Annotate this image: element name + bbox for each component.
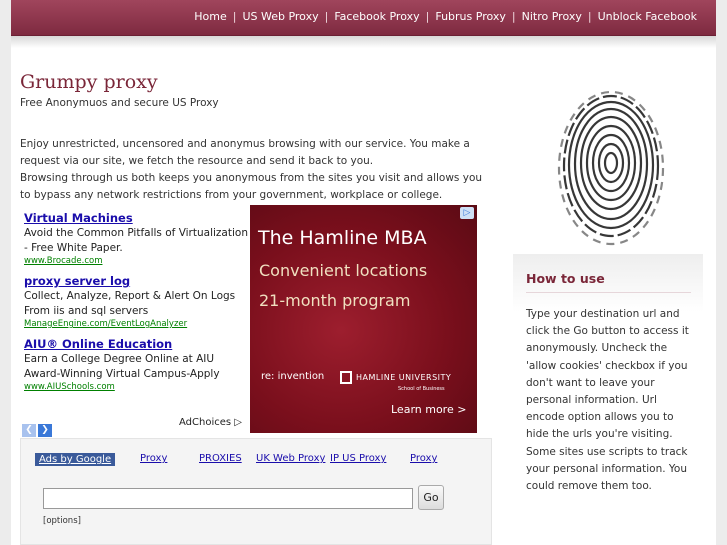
go-button[interactable]: Go	[418, 485, 444, 510]
how-to-use-panel	[513, 254, 703, 545]
ad-link-ip-us-proxy[interactable]: IP US Proxy	[330, 453, 387, 464]
how-to-use-heading: How to use	[526, 271, 605, 286]
ad-link-proxy-2[interactable]: Proxy	[410, 453, 438, 464]
ad-url-link[interactable]: ManageEngine.com/EventLogAnalyzer	[24, 319, 188, 329]
ad-pager	[22, 417, 54, 437]
chevron-right-icon[interactable]: ❯	[38, 424, 52, 437]
hamline-logo-icon	[340, 371, 352, 384]
nav-link-fubrus-proxy[interactable]: Fubrus Proxy	[435, 10, 506, 23]
ad-link-proxy[interactable]: Proxy	[140, 453, 168, 464]
top-bar	[11, 0, 716, 36]
header-shadow	[11, 36, 716, 48]
chevron-left-icon[interactable]: ❮	[22, 424, 36, 437]
text-ad	[24, 273, 248, 330]
nav-link-nitro-proxy[interactable]: Nitro Proxy	[521, 10, 582, 23]
adchoices-label: AdChoices	[179, 417, 232, 428]
banner-tagline: re: invention	[261, 371, 325, 382]
adchoices-icon[interactable]: ▷	[460, 207, 474, 219]
nav-separator: |	[511, 10, 516, 23]
banner-headline: The Hamline MBA	[258, 227, 427, 249]
banner-line-3: 21-month program	[259, 291, 411, 310]
ad-body: Avoid the Common Pitfalls of Virtualization - Free White Paper.	[24, 227, 248, 254]
text-ad	[24, 336, 248, 393]
ad-url-link[interactable]: www.Brocade.com	[24, 256, 103, 266]
intro-text	[20, 136, 490, 204]
ad-title-link[interactable]: proxy server log	[24, 274, 131, 288]
ad-link-uk-web-proxy[interactable]: UK Web Proxy	[256, 453, 326, 464]
play-triangle-icon: ▷	[234, 417, 242, 428]
banner-school: School of Business	[398, 386, 445, 392]
nav-separator: |	[425, 10, 430, 23]
nav-separator: |	[324, 10, 329, 23]
ad-title-link[interactable]: AIU® Online Education	[24, 337, 173, 351]
ad-title-link[interactable]: Virtual Machines	[24, 211, 133, 225]
ads-by-google-link[interactable]: Ads by Google	[35, 453, 115, 466]
nav-link-home[interactable]: Home	[194, 10, 227, 23]
ad-link-proxies[interactable]: PROXIES	[199, 453, 242, 464]
proxy-search-box	[20, 438, 492, 545]
text-ad	[24, 210, 248, 267]
nav-link-us-web-proxy[interactable]: US Web Proxy	[242, 10, 319, 23]
nav-link-facebook-proxy[interactable]: Facebook Proxy	[334, 10, 420, 23]
nav-separator: |	[232, 10, 237, 23]
options-link[interactable]: [options]	[43, 516, 81, 526]
banner-university: HAMLINE UNIVERSITY	[356, 373, 452, 382]
intro-paragraph-2: Browsing through us both keeps you anonymous from the sites you visit and allows you to bypass any network restrictions from your government, workplace or college.	[20, 172, 483, 201]
intro-paragraph-1: Enjoy unrestricted, uncensored and anonymus browsing with our service. You make a request via our site, we fetch the resource and send it back to you.	[20, 138, 470, 167]
adchoices-link[interactable]	[179, 417, 242, 428]
nav-link-unblock-facebook[interactable]: Unblock Facebook	[597, 10, 697, 23]
site-subtitle: Free Anonymuos and secure US Proxy	[20, 97, 219, 109]
nav-separator: |	[587, 10, 592, 23]
how-to-use-text: Type your destination url and click the Go button to access it anonymously. Uncheck the 'allow cookies' checkbox if you don't want to leave your personal information. Url encode option allows you to hide the urls you're visiting. Some sites use scripts to track your personal information. You could remove them too.	[526, 308, 689, 493]
ad-body: Earn a College Degree Online at AIU Award-Winning Virtual Campus-Apply	[24, 353, 220, 380]
sidebar	[513, 48, 716, 545]
divider	[526, 292, 691, 293]
banner-ad[interactable]	[250, 205, 477, 433]
url-input[interactable]	[43, 488, 413, 509]
fingerprint-icon	[553, 68, 673, 268]
banner-line-2: Convenient locations	[259, 261, 428, 280]
site-title[interactable]: Grumpy proxy	[20, 71, 158, 93]
top-navigation	[194, 10, 697, 23]
text-ads-block	[20, 207, 248, 435]
banner-cta[interactable]: Learn more >	[391, 403, 467, 416]
ad-url-link[interactable]: www.AIUSchools.com	[24, 382, 115, 392]
ad-body: Collect, Analyze, Report & Alert On Logs From iis and sql servers	[24, 290, 236, 317]
